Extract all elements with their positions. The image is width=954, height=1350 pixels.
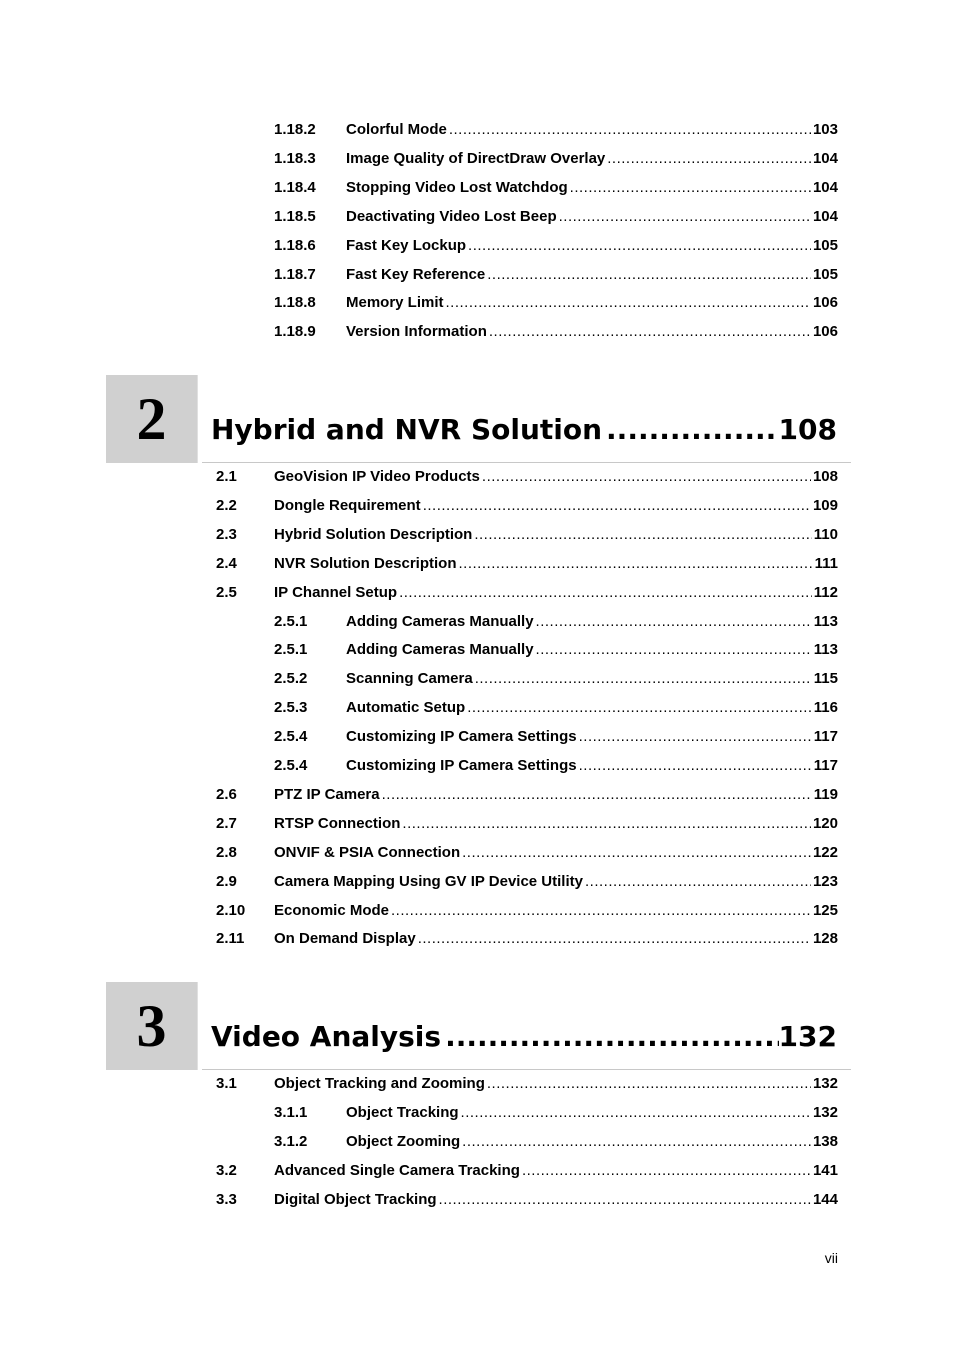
section-number: 1.18.7 <box>274 266 316 283</box>
section-title: IP Channel Setup <box>274 584 398 601</box>
section-title: On Demand Display <box>274 930 416 947</box>
page-ref: 144 <box>812 1191 838 1208</box>
dot-leader <box>402 814 811 834</box>
toc-subsection-entry[interactable] <box>274 293 838 313</box>
section-title: Economic Mode <box>274 902 390 919</box>
toc-subsection-entry[interactable] <box>274 1132 838 1152</box>
dot-leader <box>399 583 812 603</box>
toc-section-entry[interactable] <box>216 583 838 603</box>
section-number: 2.5.3 <box>274 699 308 716</box>
chapter-number-box: 2 <box>106 375 202 463</box>
dot-leader <box>559 207 811 227</box>
section-number: 3.1.1 <box>274 1104 308 1121</box>
chapter-title: Hybrid and NVR Solution <box>211 413 603 446</box>
section-number: 2.9 <box>216 873 237 890</box>
dot-leader <box>475 669 812 689</box>
section-title: GeoVision IP Video Products <box>274 468 480 485</box>
page-ref: 104 <box>812 150 838 167</box>
dot-leader <box>439 1190 811 1210</box>
chapter-rule <box>202 462 851 463</box>
section-number: 1.18.2 <box>274 121 316 138</box>
section-title: Hybrid Solution Description <box>274 526 473 543</box>
toc-section-entry[interactable] <box>216 525 838 545</box>
section-title: Scanning Camera <box>346 670 473 687</box>
section-number: 2.4 <box>216 555 237 572</box>
toc-subsection-entry[interactable] <box>274 322 838 342</box>
dot-leader <box>579 756 812 776</box>
page-ref: 105 <box>812 266 838 283</box>
dot-leader <box>487 1074 811 1094</box>
dot-leader <box>579 727 812 747</box>
toc-subsection-entry[interactable] <box>274 236 838 256</box>
section-title: ONVIF & PSIA Connection <box>274 844 461 861</box>
page-ref: 116 <box>813 699 838 716</box>
page-ref: 105 <box>812 237 838 254</box>
toc-section-entry[interactable] <box>216 554 838 574</box>
section-number: 1.18.8 <box>274 294 316 311</box>
page-ref: 103 <box>812 121 838 138</box>
toc-subsection-entry[interactable] <box>274 120 838 140</box>
page-ref: 132 <box>812 1075 838 1092</box>
section-number: 2.5.1 <box>274 613 308 630</box>
section-title: Advanced Single Camera Tracking <box>274 1162 520 1179</box>
page-ref: 106 <box>812 323 838 340</box>
toc-section-entry[interactable] <box>216 872 838 892</box>
dot-leader <box>423 496 811 516</box>
section-title: Dongle Requirement <box>274 497 421 514</box>
section-number: 3.1.2 <box>274 1133 308 1150</box>
dot-leader <box>462 1132 811 1152</box>
dot-leader <box>459 554 813 574</box>
chapter-rule <box>202 1069 851 1070</box>
section-title: Adding Cameras Manually <box>346 641 534 658</box>
dot-leader <box>585 872 811 892</box>
section-number: 2.5.4 <box>274 728 308 745</box>
section-number: 3.3 <box>216 1191 237 1208</box>
dot-leader <box>482 467 811 487</box>
dot-leader <box>418 929 811 949</box>
page-ref: 110 <box>813 526 838 543</box>
section-number: 2.5.1 <box>274 641 308 658</box>
page-ref: 132 <box>812 1104 838 1121</box>
page-ref: 138 <box>812 1133 838 1150</box>
section-title: Image Quality of DirectDraw Overlay <box>346 150 606 167</box>
toc-subsection-entry[interactable] <box>274 727 838 747</box>
dot-leader <box>391 901 811 921</box>
toc-subsection-entry[interactable] <box>274 698 838 718</box>
toc-section-entry[interactable] <box>216 1161 838 1181</box>
dot-leader <box>446 293 811 313</box>
dot-leader <box>522 1161 811 1181</box>
toc-section-entry[interactable] <box>216 785 838 805</box>
section-number: 2.6 <box>216 786 237 803</box>
section-number: 1.18.9 <box>274 323 316 340</box>
page-ref: 122 <box>812 844 838 861</box>
chapter-number-box: 3 <box>106 982 202 1070</box>
section-number: 2.8 <box>216 844 237 861</box>
section-title: Deactivating Video Lost Beep <box>346 208 557 225</box>
page-ref: 119 <box>813 786 838 803</box>
toc-subsection-entry[interactable] <box>274 1103 838 1123</box>
toc-subsection-entry[interactable] <box>274 612 838 632</box>
toc-section-entry[interactable] <box>216 901 838 921</box>
section-number: 1.18.6 <box>274 237 316 254</box>
section-number: 2.3 <box>216 526 237 543</box>
section-title: NVR Solution Description <box>274 555 457 572</box>
section-title: Camera Mapping Using GV IP Device Utility <box>274 873 583 890</box>
dot-leader <box>462 843 811 863</box>
dot-leader <box>441 1020 778 1053</box>
page-number: vii <box>824 1250 838 1266</box>
page-ref: 104 <box>812 208 838 225</box>
page-ref: 113 <box>813 641 838 658</box>
page-ref: 106 <box>812 294 838 311</box>
page-ref: 109 <box>812 497 838 514</box>
toc-subsection-entry[interactable] <box>274 669 838 689</box>
toc-subsection-entry[interactable] <box>274 178 838 198</box>
page-ref: 104 <box>812 179 838 196</box>
section-title: Memory Limit <box>346 294 444 311</box>
page-ref: 123 <box>812 873 838 890</box>
section-title: Automatic Setup <box>346 699 466 716</box>
dot-leader <box>461 1103 811 1123</box>
section-title: Customizing IP Camera Settings <box>346 728 577 745</box>
page-ref: 125 <box>812 902 838 919</box>
chapter-page-ref: 132 <box>778 1020 837 1053</box>
section-number: 2.10 <box>216 902 246 919</box>
chapter-heading[interactable] <box>211 413 837 453</box>
section-number: 3.1 <box>216 1075 237 1092</box>
dot-leader <box>474 525 811 545</box>
section-number: 2.1 <box>216 468 237 485</box>
page-ref: 120 <box>812 815 838 832</box>
page-ref: 128 <box>812 930 838 947</box>
section-title: Fast Key Reference <box>346 266 486 283</box>
section-title: Digital Object Tracking <box>274 1191 437 1208</box>
section-number: 1.18.4 <box>274 179 316 196</box>
section-title: Object Zooming <box>346 1133 461 1150</box>
dot-leader <box>536 612 812 632</box>
section-number: 2.5.2 <box>274 670 308 687</box>
dot-leader <box>570 178 811 198</box>
section-title: Colorful Mode <box>346 121 447 138</box>
page-ref: 112 <box>813 584 838 601</box>
dot-leader <box>489 322 811 342</box>
chapter-page-ref: 108 <box>778 413 837 446</box>
dot-leader <box>536 640 812 660</box>
toc-section-entry[interactable] <box>216 1190 838 1210</box>
toc-section-entry[interactable] <box>216 467 838 487</box>
page-ref: 108 <box>812 468 838 485</box>
section-title: RTSP Connection <box>274 815 401 832</box>
dot-leader <box>607 149 811 169</box>
chapter-title: Video Analysis <box>211 1020 442 1053</box>
section-number: 2.11 <box>216 930 245 947</box>
page-ref: 117 <box>813 757 838 774</box>
toc-subsection-entry[interactable] <box>274 640 838 660</box>
section-title: PTZ IP Camera <box>274 786 380 803</box>
page-ref: 141 <box>812 1162 838 1179</box>
chapter-divider <box>197 375 198 463</box>
toc-subsection-entry[interactable] <box>274 149 838 169</box>
dot-leader <box>467 698 812 718</box>
toc-subsection-entry[interactable] <box>274 265 838 285</box>
toc-subsection-entry[interactable] <box>274 207 838 227</box>
chapter-heading[interactable] <box>211 1020 837 1060</box>
section-title: Object Tracking <box>346 1104 459 1121</box>
page-ref: 115 <box>813 670 838 687</box>
section-number: 2.7 <box>216 815 237 832</box>
section-number: 2.2 <box>216 497 237 514</box>
page-ref: 113 <box>813 613 838 630</box>
section-title: Stopping Video Lost Watchdog <box>346 179 568 196</box>
toc-section-entry[interactable] <box>216 1074 838 1094</box>
section-number: 1.18.3 <box>274 150 316 167</box>
section-number: 1.18.5 <box>274 208 316 225</box>
section-number: 3.2 <box>216 1162 237 1179</box>
dot-leader <box>382 785 812 805</box>
section-number: 2.5 <box>216 584 237 601</box>
dot-leader <box>602 413 779 446</box>
toc-subsection-entry[interactable] <box>274 756 838 776</box>
dot-leader <box>487 265 811 285</box>
section-title: Customizing IP Camera Settings <box>346 757 577 774</box>
toc-section-entry[interactable] <box>216 814 838 834</box>
page-ref: 111 <box>814 555 838 572</box>
section-title: Object Tracking and Zooming <box>274 1075 485 1092</box>
toc-section-entry[interactable] <box>216 496 838 516</box>
dot-leader <box>449 120 811 140</box>
section-title: Version Information <box>346 323 487 340</box>
page-ref: 117 <box>813 728 838 745</box>
section-number: 2.5.4 <box>274 757 308 774</box>
section-title: Fast Key Lockup <box>346 237 467 254</box>
chapter-divider <box>197 982 198 1070</box>
section-title: Adding Cameras Manually <box>346 613 534 630</box>
toc-section-entry[interactable] <box>216 929 838 949</box>
toc-section-entry[interactable] <box>216 843 838 863</box>
dot-leader <box>468 236 811 256</box>
